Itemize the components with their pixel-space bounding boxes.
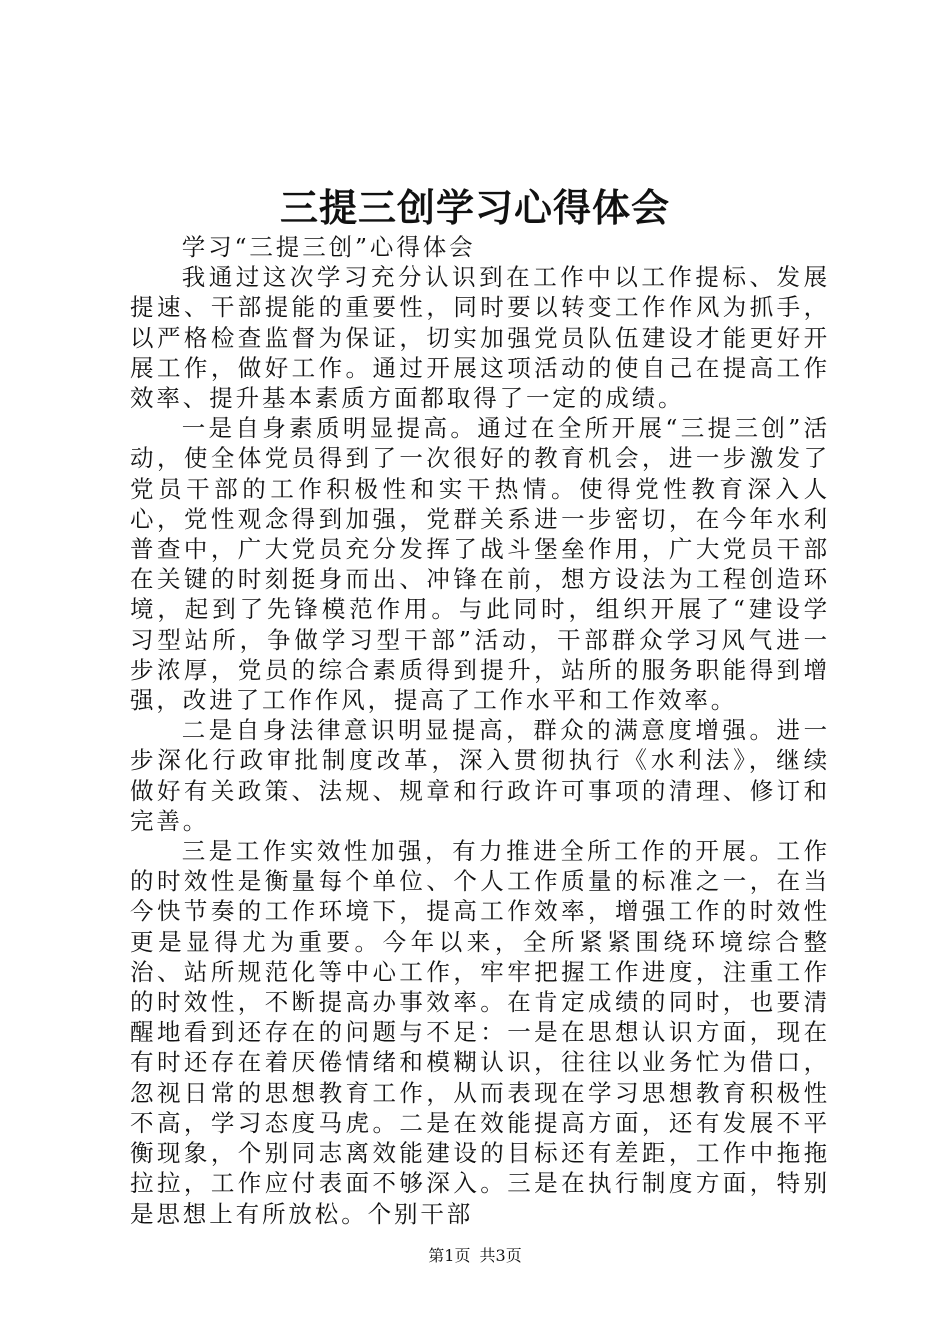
page-total: 共3页 bbox=[479, 1246, 522, 1265]
paragraph-point-two: 二是自身法律意识明显提高，群众的满意度增强。进一步深化行政审批制度改革，深入贯彻执行《水利法》，继续做好有关政策、法规、规章和行政许可事项的清理、修订和完善。 bbox=[130, 716, 830, 835]
paragraph-point-one: 一是自身素质明显提高。通过在全所开展“三提三创”活动，使全体党员得到了一次很好的教育机会，进一步激发了党员干部的工作积极性和实干热情。使得党性教育深入人心，党性观念得到加强，党群关系进一步密切，在今年水利普查中，广大党员充分发挥了战斗堡垒作用，广大党员干部在关键的时刻挺身而出、冲锋在前，想方设法为工程创造环境，起到了先锋模范作用。与此同时，组织开展了“建设学习型站所，争做学习型干部”活动，干部群众学习风气进一步浓厚，党员的综合素质得到提升，站所的服务职能得到增强，改进了工作作风，提高了工作水平和工作效率。 bbox=[130, 414, 830, 715]
paragraph-point-three: 三是工作实效性加强，有力推进全所工作的开展。工作的时效性是衡量每个单位、个人工作质量的标准之一，在当今快节奏的工作环境下，提高工作效率，增强工作的时效性更是显得尤为重要。今年以来，全所紧紧围绕环境综合整治、站所规范化等中心工作，牢牢把握工作进度，注重工作的时效性，不断提高办事效率。在肯定成绩的同时，也要清醒地看到还存在的问题与不足：一是在思想认识方面，现在有时还存在着厌倦情绪和模糊认识，往往以业务忙为借口，忽视日常的思想教育工作，从而表现在学习思想教育积极性不高，学习态度马虎。二是在效能提高方面，还有发展不平衡现象，个别同志离效能建设的目标还有差距，工作中拖拖拉拉，工作应付表面不够深入。三是在执行制度方面，特别是思想上有所放松。个别干部 bbox=[130, 837, 830, 1228]
page-number: 第1页 bbox=[428, 1246, 471, 1265]
paragraph-intro: 我通过这次学习充分认识到在工作中以工作提标、发展提速、干部提能的重要性，同时要以转变工作作风为抓手，以严格检查监督为保证，切实加强党员队伍建设才能更好开展工作，做好工作。通过开展这项活动的使自己在提高工作效率、提升基本素质方面都取得了一定的成绩。 bbox=[130, 263, 830, 413]
document-body bbox=[130, 232, 830, 1229]
page-footer bbox=[0, 1246, 950, 1266]
document-title: 三提三创学习心得体会 bbox=[279, 185, 670, 230]
document-subtitle: 学习“三提三创”心得体会 bbox=[181, 233, 476, 261]
